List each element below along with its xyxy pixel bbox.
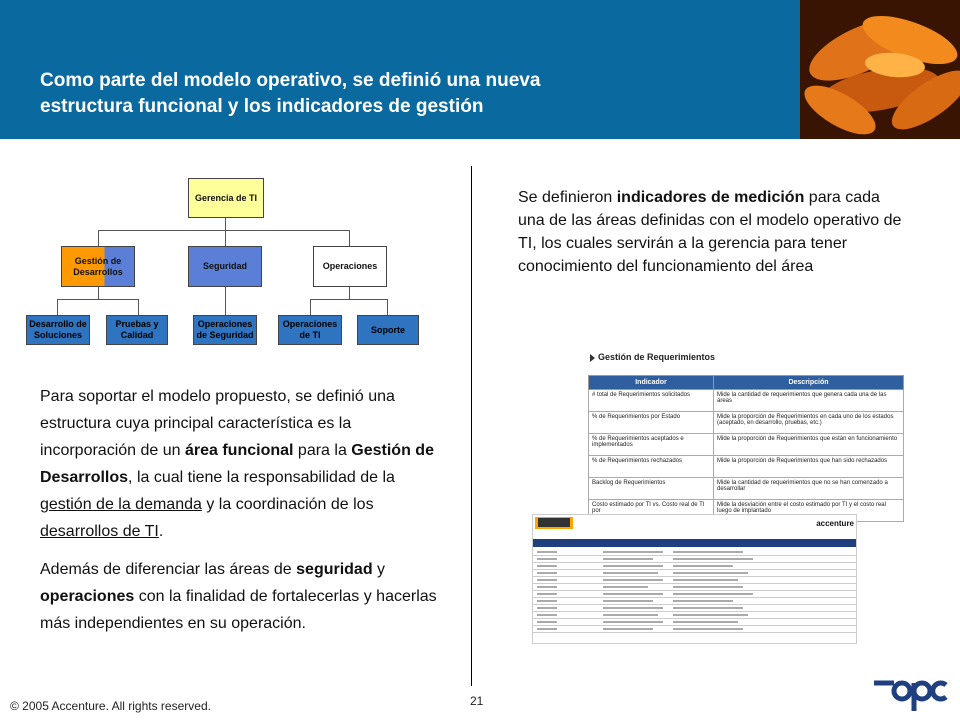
org-node-gerencia-label: Gerencia de TI <box>194 192 258 203</box>
table-cell: # total de Requerimientos solicitados <box>589 390 714 412</box>
table-row <box>589 390 904 412</box>
right-paragraph <box>518 186 908 278</box>
spreadsheet-header-row <box>533 539 857 547</box>
indicator-header: Indicador <box>589 376 714 390</box>
table-cell: Backlog de Requerimientos <box>589 478 714 500</box>
table-cell: % de Requerimientos por Estado <box>589 412 714 434</box>
org-node-desarrollo-label: Desarrollo de Soluciones <box>29 319 87 340</box>
spreadsheet-rows <box>533 549 857 633</box>
lp1-text-5: . <box>158 523 164 540</box>
lp2-text-1: Además de diferenciar las áreas de <box>40 561 297 578</box>
left-paragraph-2 <box>40 556 450 637</box>
rp-bold-1: indicadores de medición <box>616 189 805 206</box>
triangle-bullet-icon <box>590 354 595 362</box>
spreadsheet-thumbnail <box>532 514 857 644</box>
title-line-2: estructura funcional y los indicadores de gestión <box>40 96 484 117</box>
org-node-gestion-label: Gestión de Desarrollos <box>73 255 123 277</box>
lp1-text-1: Para soportar el modelo propuesto, se definió una estructura cuya principal característica es la incorporación de un <box>40 388 395 459</box>
description-header: Descripción <box>714 376 904 390</box>
org-node-operaciones <box>313 246 387 287</box>
lp1-text-2: para la <box>293 442 352 459</box>
table-cell: % de Requerimientos rechazados <box>589 456 714 478</box>
org-node-operaciones-seguridad <box>193 315 257 345</box>
lp1-bold-2: Gestión de Desarrollos <box>40 442 434 486</box>
vertical-divider <box>471 166 472 686</box>
title-line-1: Como parte del modelo operativo, se definió una nueva <box>40 70 541 91</box>
table-cell: % de Requerimientos aceptados e implementados <box>589 434 714 456</box>
table-cell: Mide la proporción de Requerimientos en cada uno de los estados (aceptado, en desarrollo, pruebas, etc.) <box>714 412 904 434</box>
table-cell: Costo estimado por TI vs. Costo real de TI por <box>589 500 714 522</box>
table-cell: Mide la proporción de Requerimientos que están en funcionamiento <box>714 434 904 456</box>
org-node-gerencia <box>188 178 264 218</box>
table-cell: Mide la proporción de Requerimientos que han sido rechazados <box>714 456 904 478</box>
org-node-pruebas-calidad <box>106 315 168 345</box>
lp1-text-3: , la cual tiene la responsabilidad de la <box>128 469 395 486</box>
accenture-logo-text: accenture <box>816 519 854 528</box>
lp2-text-3: con la finalidad de fortalecerlas y hacerlas más independientes en su operación. <box>40 588 437 632</box>
apc-small-logo <box>535 517 573 529</box>
indicator-table-title-text: Gestión de Requerimientos <box>598 352 716 362</box>
org-node-operaciones-label: Operaciones <box>322 261 378 271</box>
indicator-table-title <box>590 352 715 362</box>
lp2-bold-2: operaciones <box>40 588 135 605</box>
org-node-pruebas-label: Pruebas y Calidad <box>115 319 159 340</box>
lp1-underline-2: desarrollos de TI <box>40 523 159 540</box>
spreadsheet-top-bar <box>533 515 857 531</box>
table-row <box>589 434 904 456</box>
left-paragraph-1 <box>40 383 450 545</box>
copyright-footer: © 2005 Accenture. All rights reserved. <box>10 699 211 713</box>
rp-text-2: para cada una de las áreas definidas con el modelo operativo de TI, los cuales servirán a la gerencia para tener conocimiento del funcionamiento del área <box>518 189 902 275</box>
table-cell: Mide la desviación entre el costo estimado por TI y el costo real luego de implantado <box>714 500 904 522</box>
hands-photo <box>800 0 960 139</box>
table-row <box>589 412 904 434</box>
org-node-seguridad <box>188 246 262 287</box>
org-node-soporte <box>357 315 419 345</box>
table-cell: Mide la cantidad de requerimientos que genera cada una de las áreas <box>714 390 904 412</box>
org-node-soporte-label: Soporte <box>370 324 405 335</box>
rp-text-1: Se definieron <box>518 189 617 206</box>
org-node-op-ti-label: Operaciones de TI <box>282 319 338 340</box>
lp1-underline-1: gestión de la demanda <box>40 496 202 513</box>
lp2-text-2: y <box>372 561 386 578</box>
org-node-desarrollo-soluciones <box>26 315 90 345</box>
page-number: 21 <box>470 694 484 708</box>
table-cell: Mide la cantidad de requerimientos que no se han comenzado a desarrollar <box>714 478 904 500</box>
indicator-table-header-row <box>589 376 904 390</box>
table-row <box>589 478 904 500</box>
lp1-text-4: y la coordinación de los <box>201 496 374 513</box>
org-node-operaciones-ti <box>278 315 342 345</box>
slide-title <box>40 68 780 120</box>
indicator-table <box>588 375 904 522</box>
org-node-op-seguridad-label: Operaciones de Seguridad <box>196 319 254 340</box>
org-node-seguridad-label: Seguridad <box>202 261 247 271</box>
header-bar <box>0 0 960 139</box>
table-row <box>589 456 904 478</box>
apc-logo <box>868 665 952 715</box>
org-node-gestion-desarrollos <box>61 246 135 287</box>
lp1-bold-1: área funcional <box>184 442 294 459</box>
lp2-bold-1: seguridad <box>296 561 373 578</box>
